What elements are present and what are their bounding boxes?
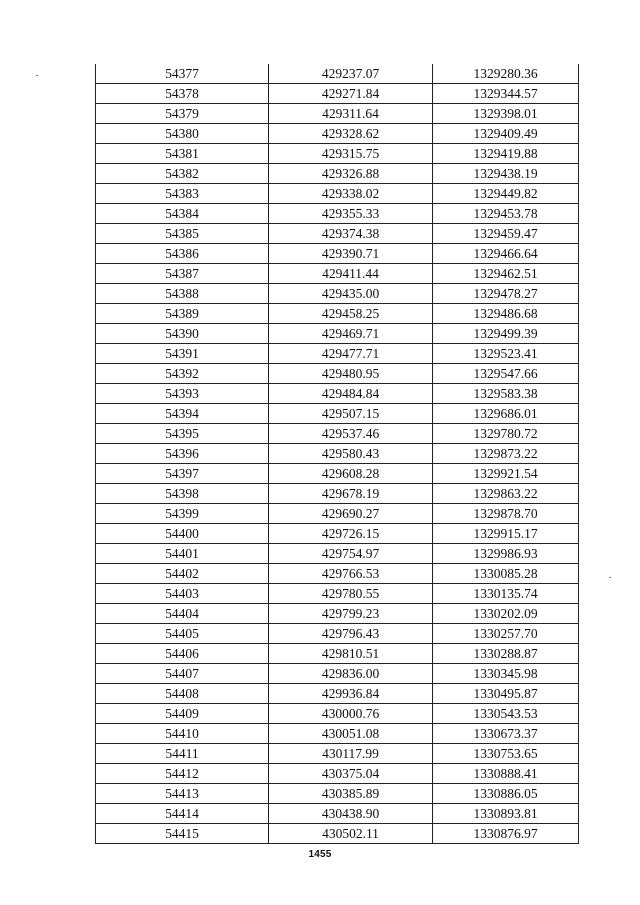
northing-cell: 1329873.22 bbox=[433, 444, 579, 464]
northing-cell: 1329438.19 bbox=[433, 164, 579, 184]
northing-cell: 1330495.87 bbox=[433, 684, 579, 704]
point-id-cell: 54383 bbox=[96, 184, 269, 204]
table-row bbox=[96, 804, 579, 824]
point-id-cell: 54401 bbox=[96, 544, 269, 564]
point-id-cell: 54404 bbox=[96, 604, 269, 624]
point-id-cell: 54408 bbox=[96, 684, 269, 704]
northing-cell: 1329523.41 bbox=[433, 344, 579, 364]
table-row bbox=[96, 244, 579, 264]
coordinate-table bbox=[95, 64, 579, 844]
easting-cell: 429608.28 bbox=[269, 464, 433, 484]
northing-cell: 1330257.70 bbox=[433, 624, 579, 644]
point-id-cell: 54378 bbox=[96, 84, 269, 104]
northing-cell: 1329459.47 bbox=[433, 224, 579, 244]
easting-cell: 429507.15 bbox=[269, 404, 433, 424]
northing-cell: 1329499.39 bbox=[433, 324, 579, 344]
easting-cell: 429580.43 bbox=[269, 444, 433, 464]
table-row bbox=[96, 464, 579, 484]
easting-cell: 430438.90 bbox=[269, 804, 433, 824]
easting-cell: 429936.84 bbox=[269, 684, 433, 704]
table-row bbox=[96, 764, 579, 784]
northing-cell: 1330345.98 bbox=[433, 664, 579, 684]
northing-cell: 1329915.17 bbox=[433, 524, 579, 544]
northing-cell: 1329780.72 bbox=[433, 424, 579, 444]
table-row bbox=[96, 304, 579, 324]
easting-cell: 429690.27 bbox=[269, 504, 433, 524]
easting-cell: 429374.38 bbox=[269, 224, 433, 244]
table-row bbox=[96, 724, 579, 744]
table-row bbox=[96, 144, 579, 164]
point-id-cell: 54399 bbox=[96, 504, 269, 524]
northing-cell: 1330753.65 bbox=[433, 744, 579, 764]
point-id-cell: 54413 bbox=[96, 784, 269, 804]
easting-cell: 429480.95 bbox=[269, 364, 433, 384]
point-id-cell: 54393 bbox=[96, 384, 269, 404]
point-id-cell: 54397 bbox=[96, 464, 269, 484]
point-id-cell: 54396 bbox=[96, 444, 269, 464]
northing-cell: 1330673.37 bbox=[433, 724, 579, 744]
point-id-cell: 54385 bbox=[96, 224, 269, 244]
point-id-cell: 54387 bbox=[96, 264, 269, 284]
table-row bbox=[96, 824, 579, 844]
point-id-cell: 54392 bbox=[96, 364, 269, 384]
scan-speck bbox=[36, 75, 38, 76]
table-row bbox=[96, 204, 579, 224]
point-id-cell: 54395 bbox=[96, 424, 269, 444]
easting-cell: 429780.55 bbox=[269, 584, 433, 604]
table-row bbox=[96, 624, 579, 644]
easting-cell: 429799.23 bbox=[269, 604, 433, 624]
table-row bbox=[96, 324, 579, 344]
northing-cell: 1329419.88 bbox=[433, 144, 579, 164]
easting-cell: 429484.84 bbox=[269, 384, 433, 404]
northing-cell: 1329462.51 bbox=[433, 264, 579, 284]
point-id-cell: 54381 bbox=[96, 144, 269, 164]
easting-cell: 429678.19 bbox=[269, 484, 433, 504]
easting-cell: 429390.71 bbox=[269, 244, 433, 264]
table-row bbox=[96, 784, 579, 804]
northing-cell: 1329280.36 bbox=[433, 64, 579, 84]
table-row bbox=[96, 184, 579, 204]
table-row bbox=[96, 164, 579, 184]
point-id-cell: 54407 bbox=[96, 664, 269, 684]
easting-cell: 429469.71 bbox=[269, 324, 433, 344]
northing-cell: 1329583.38 bbox=[433, 384, 579, 404]
easting-cell: 429458.25 bbox=[269, 304, 433, 324]
northing-cell: 1330876.97 bbox=[433, 824, 579, 844]
northing-cell: 1329409.49 bbox=[433, 124, 579, 144]
northing-cell: 1329921.54 bbox=[433, 464, 579, 484]
table-row bbox=[96, 704, 579, 724]
point-id-cell: 54405 bbox=[96, 624, 269, 644]
point-id-cell: 54389 bbox=[96, 304, 269, 324]
easting-cell: 429754.97 bbox=[269, 544, 433, 564]
easting-cell: 429766.53 bbox=[269, 564, 433, 584]
scan-speck bbox=[609, 577, 611, 578]
easting-cell: 429836.00 bbox=[269, 664, 433, 684]
easting-cell: 429338.02 bbox=[269, 184, 433, 204]
table-row bbox=[96, 384, 579, 404]
northing-cell: 1330893.81 bbox=[433, 804, 579, 824]
point-id-cell: 54411 bbox=[96, 744, 269, 764]
easting-cell: 429355.33 bbox=[269, 204, 433, 224]
table-row bbox=[96, 684, 579, 704]
table-row bbox=[96, 344, 579, 364]
easting-cell: 429411.44 bbox=[269, 264, 433, 284]
table-row bbox=[96, 224, 579, 244]
point-id-cell: 54410 bbox=[96, 724, 269, 744]
point-id-cell: 54388 bbox=[96, 284, 269, 304]
table-row bbox=[96, 664, 579, 684]
table-row bbox=[96, 444, 579, 464]
table-row bbox=[96, 264, 579, 284]
table-row bbox=[96, 604, 579, 624]
northing-cell: 1329686.01 bbox=[433, 404, 579, 424]
easting-cell: 429435.00 bbox=[269, 284, 433, 304]
point-id-cell: 54412 bbox=[96, 764, 269, 784]
easting-cell: 430375.04 bbox=[269, 764, 433, 784]
northing-cell: 1330085.28 bbox=[433, 564, 579, 584]
point-id-cell: 54414 bbox=[96, 804, 269, 824]
point-id-cell: 54386 bbox=[96, 244, 269, 264]
northing-cell: 1329863.22 bbox=[433, 484, 579, 504]
table-row bbox=[96, 364, 579, 384]
northing-cell: 1329478.27 bbox=[433, 284, 579, 304]
table-row bbox=[96, 124, 579, 144]
table-row bbox=[96, 64, 579, 84]
easting-cell: 429271.84 bbox=[269, 84, 433, 104]
northing-cell: 1329398.01 bbox=[433, 104, 579, 124]
table-row bbox=[96, 524, 579, 544]
page-number: 1455 bbox=[308, 849, 332, 860]
northing-cell: 1329344.57 bbox=[433, 84, 579, 104]
northing-cell: 1329453.78 bbox=[433, 204, 579, 224]
easting-cell: 429328.62 bbox=[269, 124, 433, 144]
point-id-cell: 54398 bbox=[96, 484, 269, 504]
easting-cell: 430051.08 bbox=[269, 724, 433, 744]
easting-cell: 429810.51 bbox=[269, 644, 433, 664]
point-id-cell: 54384 bbox=[96, 204, 269, 224]
easting-cell: 429311.64 bbox=[269, 104, 433, 124]
northing-cell: 1329466.64 bbox=[433, 244, 579, 264]
northing-cell: 1329449.82 bbox=[433, 184, 579, 204]
easting-cell: 429726.15 bbox=[269, 524, 433, 544]
point-id-cell: 54391 bbox=[96, 344, 269, 364]
easting-cell: 429237.07 bbox=[269, 64, 433, 84]
easting-cell: 430117.99 bbox=[269, 744, 433, 764]
easting-cell: 429796.43 bbox=[269, 624, 433, 644]
northing-cell: 1330888.41 bbox=[433, 764, 579, 784]
table-row bbox=[96, 404, 579, 424]
northing-cell: 1330886.05 bbox=[433, 784, 579, 804]
table-row bbox=[96, 564, 579, 584]
coordinate-table-body bbox=[96, 64, 579, 844]
table-row bbox=[96, 284, 579, 304]
easting-cell: 430502.11 bbox=[269, 824, 433, 844]
table-row bbox=[96, 104, 579, 124]
easting-cell: 429326.88 bbox=[269, 164, 433, 184]
easting-cell: 430385.89 bbox=[269, 784, 433, 804]
point-id-cell: 54377 bbox=[96, 64, 269, 84]
easting-cell: 429537.46 bbox=[269, 424, 433, 444]
northing-cell: 1329547.66 bbox=[433, 364, 579, 384]
northing-cell: 1329878.70 bbox=[433, 504, 579, 524]
point-id-cell: 54379 bbox=[96, 104, 269, 124]
easting-cell: 430000.76 bbox=[269, 704, 433, 724]
table-row bbox=[96, 424, 579, 444]
table-row bbox=[96, 484, 579, 504]
easting-cell: 429315.75 bbox=[269, 144, 433, 164]
northing-cell: 1330202.09 bbox=[433, 604, 579, 624]
northing-cell: 1329986.93 bbox=[433, 544, 579, 564]
table-row bbox=[96, 644, 579, 664]
point-id-cell: 54415 bbox=[96, 824, 269, 844]
table-row bbox=[96, 544, 579, 564]
point-id-cell: 54406 bbox=[96, 644, 269, 664]
easting-cell: 429477.71 bbox=[269, 344, 433, 364]
table-row bbox=[96, 504, 579, 524]
point-id-cell: 54402 bbox=[96, 564, 269, 584]
northing-cell: 1330288.87 bbox=[433, 644, 579, 664]
point-id-cell: 54409 bbox=[96, 704, 269, 724]
northing-cell: 1329486.68 bbox=[433, 304, 579, 324]
point-id-cell: 54390 bbox=[96, 324, 269, 344]
table-row bbox=[96, 584, 579, 604]
point-id-cell: 54394 bbox=[96, 404, 269, 424]
northing-cell: 1330543.53 bbox=[433, 704, 579, 724]
point-id-cell: 54380 bbox=[96, 124, 269, 144]
point-id-cell: 54382 bbox=[96, 164, 269, 184]
table-row bbox=[96, 84, 579, 104]
point-id-cell: 54400 bbox=[96, 524, 269, 544]
table-row bbox=[96, 744, 579, 764]
northing-cell: 1330135.74 bbox=[433, 584, 579, 604]
point-id-cell: 54403 bbox=[96, 584, 269, 604]
